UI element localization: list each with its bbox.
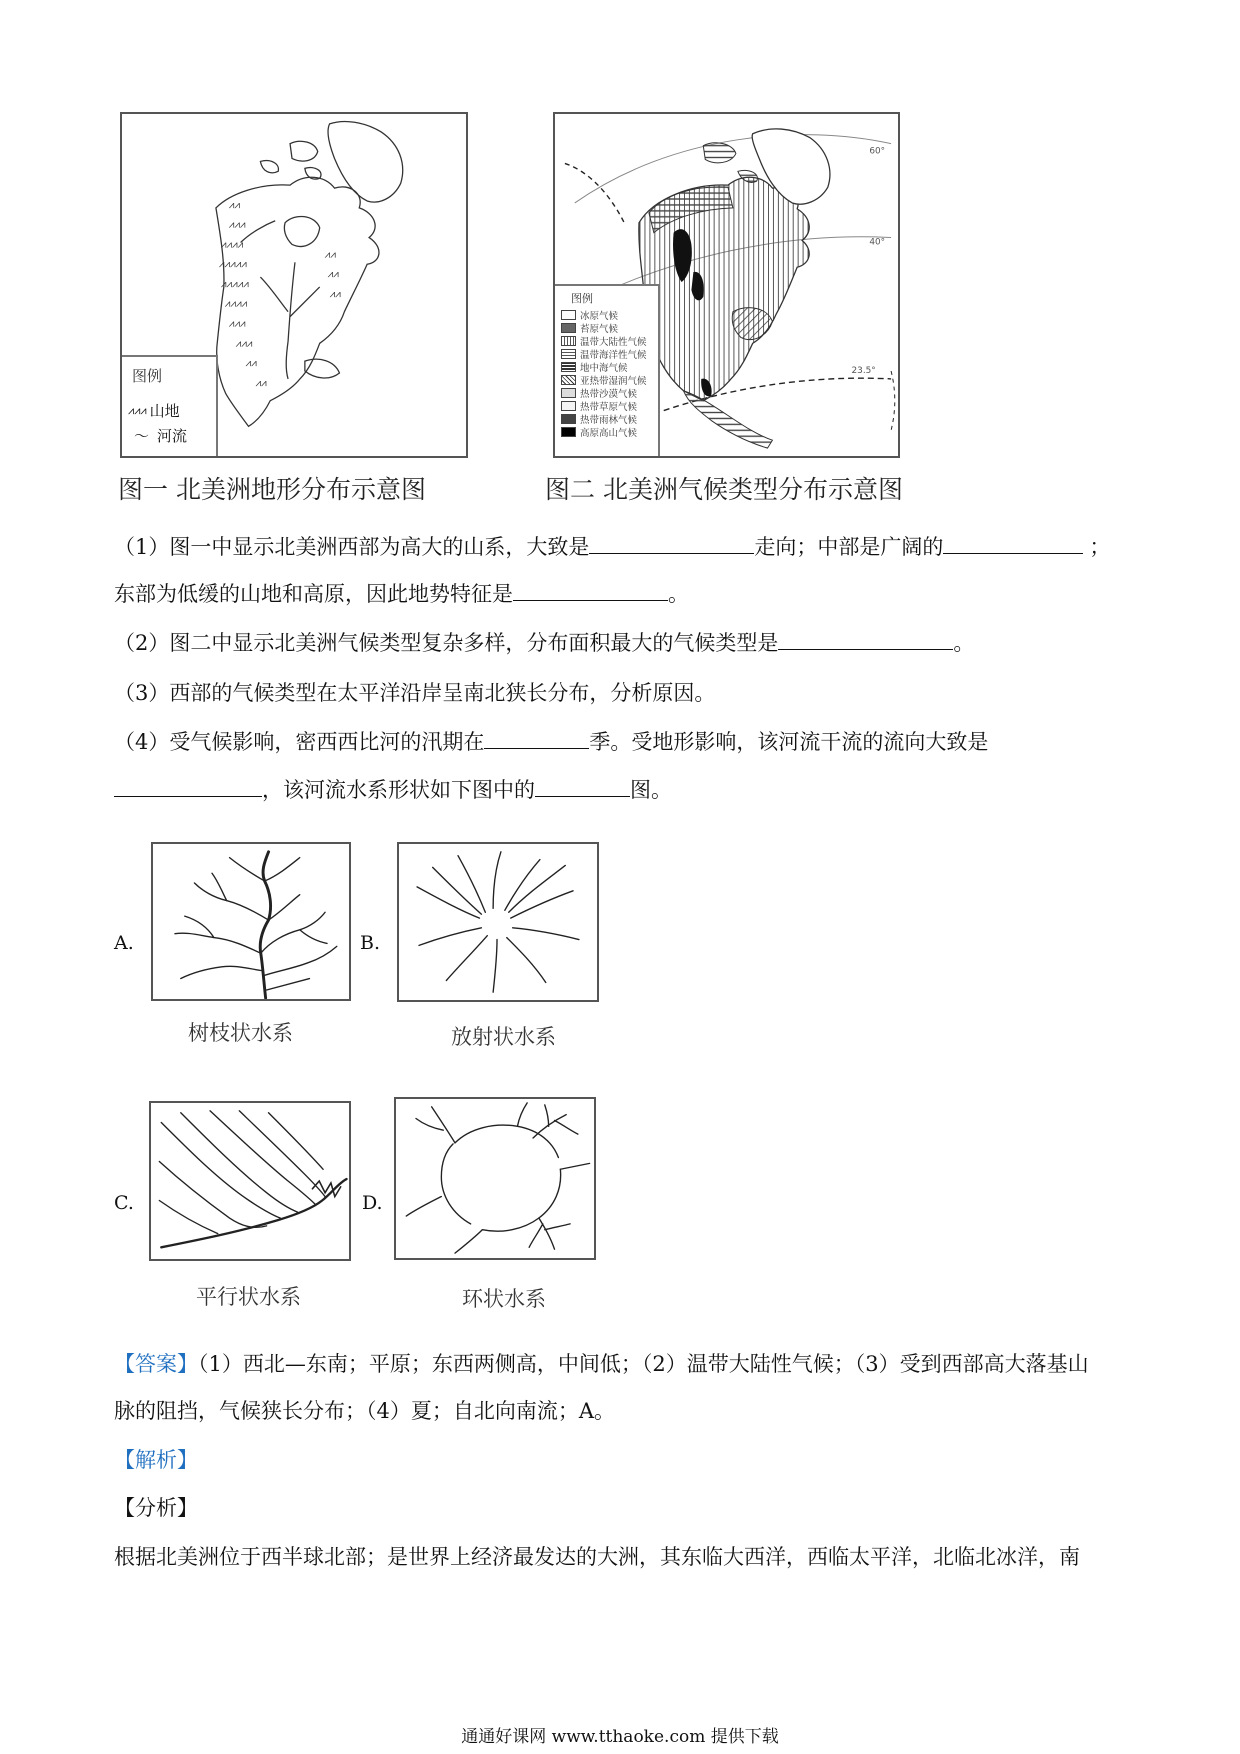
legend-item: 温带大陆性气候 [580,336,647,348]
question-4-line1: （4）受气候影响，密西西比河的汛期在 季。受地形影响，该河流干流的流向大致是 [114,730,989,754]
option-a-caption: 树枝状水系 [188,1021,293,1045]
option-c-label: C. [114,1192,134,1214]
climate-legend [555,284,660,456]
legend-row [561,308,658,321]
svg-text:⩘⩘: ⩘⩘ [329,288,341,300]
legend-title: 图例 [571,292,593,305]
swatch-icon [561,362,576,372]
svg-text:⩘⩘⩘⩘⩘: ⩘⩘⩘⩘⩘ [220,278,249,290]
svg-text:⩘⩘: ⩘⩘ [228,199,240,211]
question-3: （3）西部的气候类型在太平洋沿岸呈南北狭长分布，分析原因。 [114,681,716,705]
legend-item: 高原高山气候 [580,427,638,439]
option-b-caption: 放射状水系 [451,1025,556,1049]
figure1-caption: 图一 北美洲地形分布示意图 [118,475,426,504]
answer-blank[interactable] [778,631,953,650]
legend-row [561,334,658,347]
page-footer: 通通好课网 www.tthaoke.com 提供下载 [461,1727,779,1747]
figure-climate-map [553,112,900,458]
swatch-icon [561,427,576,437]
answer-blank[interactable] [114,778,262,797]
swatch-icon [561,414,576,424]
figure2-caption: 图二 北美洲气候类型分布示意图 [545,475,903,504]
legend-item-mountain: 山地 [149,402,180,420]
figure-terrain-map [120,112,468,458]
annular-drainage-icon [396,1099,594,1258]
option-a-dendritic-diagram [151,842,351,1001]
legend-row [561,360,658,373]
option-d-label: D. [362,1192,383,1214]
analysis-tag: 【解析】 [114,1448,198,1472]
question-2: （2）图二中显示北美洲气候类型复杂多样，分布面积最大的气候类型是 。 [114,631,975,655]
option-b-radial-diagram [397,842,599,1002]
river-legend-icon: 〜 [134,427,150,445]
legend-row [561,347,658,360]
question-4-line2: ，该河流水系形状如下图中的 图。 [114,776,672,805]
analysis-text: 根据北美洲位于西半球北部；是世界上经济最发达的大洲，其东临大西洋，西临太平洋，北临北冰洋，南 [114,1545,1080,1569]
svg-text:60°: 60° [869,146,886,157]
svg-text:⩘⩘⩘: ⩘⩘⩘ [228,318,246,330]
legend-item: 热带雨林气候 [580,414,638,426]
option-d-caption: 环状水系 [462,1287,546,1311]
legend-item-river: 河流 [157,427,188,445]
legend-item: 热带草原气候 [580,401,638,413]
swatch-icon [561,349,576,359]
answer-line1: 【答案】（1）西北—东南；平原；东西两侧高，中间低；（2）温带大陆性气候；（3）受到西部高大落基山 [114,1352,1089,1376]
legend-title: 图例 [132,367,163,385]
option-c-parallel-diagram [149,1101,351,1261]
legend-item: 亚热带湿润气候 [580,375,647,387]
legend-row [561,321,658,334]
answer-line2: 脉的阻挡，气候狭长分布；（4）夏；自北向南流；A。 [114,1399,616,1423]
svg-text:⩘⩘: ⩘⩘ [324,249,336,261]
svg-text:23.5°: 23.5° [851,365,876,376]
swatch-icon [561,323,576,333]
answer-tag: 【答案】 [114,1352,198,1376]
legend-item: 热带沙漠气候 [580,388,638,400]
answer-blank[interactable] [943,535,1083,554]
legend-item: 苔原气候 [580,323,619,335]
dendritic-drainage-icon [153,844,349,999]
option-d-annular-diagram [394,1097,596,1260]
svg-text:⩘⩘⩘⩘: ⩘⩘⩘⩘ [220,239,244,251]
svg-text:⩘⩘: ⩘⩘ [327,269,339,281]
legend-item: 温带海洋性气候 [580,349,647,361]
legend-item: 冰原气候 [580,310,619,322]
answer-blank[interactable] [589,535,754,554]
svg-text:40°: 40° [869,237,886,248]
swatch-icon [561,375,576,385]
legend-row [561,425,658,438]
legend-row [561,412,658,425]
swatch-icon [561,401,576,411]
swatch-icon [561,336,576,346]
svg-text:⩘⩘⩘⩘⩘: ⩘⩘⩘⩘⩘ [218,259,247,271]
answer-blank[interactable] [484,730,589,749]
option-a-label: A. [114,932,134,954]
legend-row [561,373,658,386]
question-1-line1: （1）图一中显示北美洲西部为高大的山系，大致是 走向；中部是广阔的 ； [114,535,1111,559]
swatch-icon [561,310,576,320]
question-1-line2: 东部为低缓的山地和高原，因此地势特征是 。 [114,582,689,606]
svg-text:⩘⩘: ⩘⩘ [255,377,267,389]
fenxi-tag: 【分析】 [114,1496,198,1520]
option-c-caption: 平行状水系 [196,1285,301,1309]
svg-text:⩘⩘⩘: ⩘⩘⩘ [235,338,253,350]
svg-text:⩘⩘⩘: ⩘⩘⩘ [228,219,246,231]
svg-text:⩘⩘: ⩘⩘ [245,358,257,370]
terrain-legend [122,355,218,456]
answer-blank[interactable] [535,778,630,797]
parallel-drainage-icon [151,1103,349,1259]
svg-text:⩘⩘⩘⩘: ⩘⩘⩘⩘ [224,298,248,310]
radial-drainage-icon [399,844,597,1000]
swatch-icon [561,388,576,398]
mountain-legend-icon: ⩘⩘⩘ [128,403,147,417]
option-b-label: B. [360,932,381,954]
legend-row [561,399,658,412]
answer-blank[interactable] [513,582,668,601]
legend-row [561,386,658,399]
legend-item: 地中海气候 [580,362,628,374]
